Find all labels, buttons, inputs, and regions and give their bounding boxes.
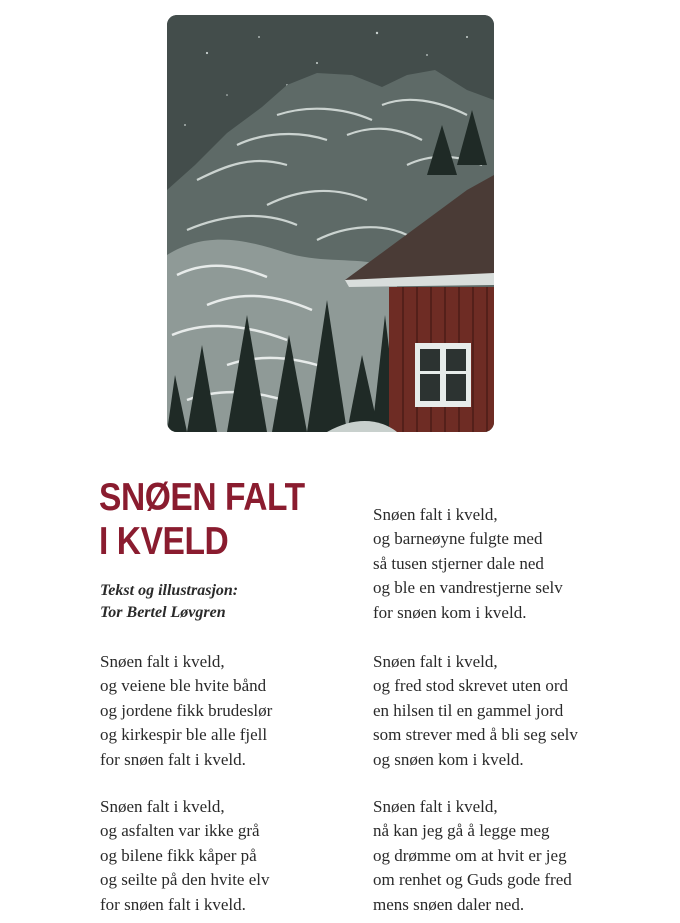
poem-credit [100,580,238,624]
stanza-line: Snøen falt i kveld, [373,505,498,524]
stanza-line: Snøen falt i kveld, [373,652,498,671]
stanza-line: og bilene fikk kåper på [100,845,257,865]
poem-title-line-2: I KVELD [99,520,229,563]
stanza-line: for snøen falt i kveld. [100,894,246,914]
stanza-line: nå kan jeg gå å legge meg [373,821,550,841]
poem-title-line-1: SNØEN FALT [99,476,305,519]
stanza-2 [100,795,269,917]
stanza-line: og ble en vandrestjerne selv [373,578,563,598]
stanza-line: og seilte på den hvite elv [100,870,270,890]
stanza-line: og fred stod skrevet uten ord [373,676,568,696]
stanza-3 [373,503,563,625]
poem-title [99,476,305,564]
stanza-line: og veiene ble hvite bånd [100,676,267,696]
stanza-line: en hilsen til en gammel jord [373,700,564,720]
illustration-drawing [167,15,494,432]
stanza-line: som strever med å bli seg selv [373,725,578,745]
stanza-line: Snøen falt i kveld, [373,797,498,816]
stanza-line: så tusen stjerner dale ned [373,553,544,573]
stanza-line: om renhet og Guds gode fred [373,870,572,890]
stanza-1 [100,650,272,772]
credit-line-1: Tekst og illustrasjon: [100,582,239,599]
stanza-line: for snøen falt i kveld. [100,749,246,769]
stanza-line: og snøen kom i kveld. [373,749,524,769]
stanza-5 [373,795,572,917]
stanza-line: for snøen kom i kveld. [373,602,527,622]
stanza-line: Snøen falt i kveld, [100,652,225,671]
credit-line-2: Tor Bertel Løvgren [100,604,226,621]
stanza-line: mens snøen daler ned. [373,894,525,914]
house-window [415,343,471,407]
stanza-line: og asfalten var ikke grå [100,821,260,841]
stanza-line: og jordene fikk brudeslør [100,700,273,720]
stanza-line: og kirkespir ble alle fjell [100,725,268,745]
illustration-snowy-mountain-house [167,15,494,432]
stanza-line: og drømme om at hvit er jeg [373,845,567,865]
stanza-4 [373,650,578,772]
stanza-line: Snøen falt i kveld, [100,797,225,816]
stanza-line: og barneøyne fulgte med [373,529,543,549]
